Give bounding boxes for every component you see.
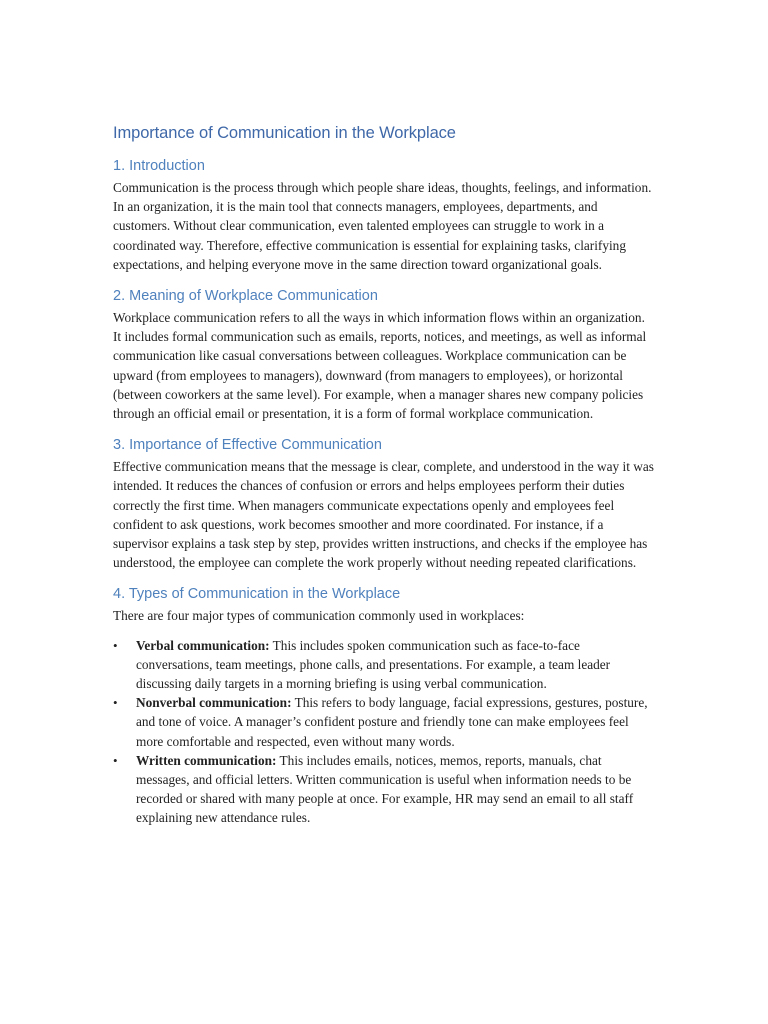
- list-item-text: This includes spoken communication such as face-to-face conversations, team meetings, phone calls, and presentations. For example, a team leader discussing daily targets in a morning briefing is using verbal communication.: [136, 637, 611, 692]
- types-list: [113, 636, 656, 828]
- bullet-icon: •: [113, 637, 118, 653]
- bullet-icon: •: [113, 752, 118, 768]
- section-heading: 3. Importance of Effective Communication: [113, 437, 382, 454]
- section-heading: 2. Meaning of Workplace Communication: [113, 288, 378, 305]
- section-paragraph: There are four major types of communication commonly used in workplaces:: [113, 608, 525, 624]
- section-paragraph: Communication is the process through which people share ideas, thoughts, feelings, and information. In an organization, it is the main tool that connects managers, employees, departments, and customers. Without clear communication, even talented employees can struggle to work in a coordinated way. Therefore, effective communication is essential for explaining tasks, clarifying expectations, and helping everyone move in the same direction toward organizational goals.: [113, 180, 652, 272]
- list-item: [113, 693, 656, 751]
- section-heading: 4. Types of Communication in the Workplace: [113, 586, 401, 603]
- section-types: [113, 586, 656, 827]
- section-importance: [113, 437, 656, 572]
- list-item-term: Nonverbal communication:: [136, 695, 292, 711]
- section-paragraph: Effective communication means that the message is clear, complete, and understood in the way it was intended. It reduces the chances of confusion or errors and helps employees perform their duties correctly the first time. When managers communicate expectations openly and employees feel confident to ask questions, work becomes smoother and more coordinated. For instance, if a supervisor explains a task step by step, provides written instructions, and checks if the employee has understood, the employee can complete the work properly without needing repeated clarifications.: [113, 459, 654, 571]
- page-title: Importance of Communication in the Workplace: [113, 124, 456, 142]
- list-item-text: This includes emails, notices, memos, reports, manuals, chat messages, and official letters. Written communication is useful when information needs to be recorded or shared with many people at once. For example, HR may send an email to all staff explaining new attendance rules.: [136, 752, 634, 826]
- section-introduction: [113, 158, 656, 274]
- section-heading: 1. Introduction: [113, 158, 205, 174]
- list-item: [113, 751, 656, 828]
- section-meaning: [113, 288, 656, 423]
- list-item: [113, 636, 656, 694]
- bullet-icon: •: [113, 695, 118, 711]
- section-paragraph: Workplace communication refers to all the ways in which information flows within an organization. It includes formal communication such as emails, reports, notices, and meetings, as well as informal communication like casual conversations between colleagues. Workplace communication can be upward (from employees to managers), downward (from managers to employees), or horizontal (between coworkers at the same level). For example, when a manager shares new company policies through an official email or presentation, it is a form of formal workplace communication.: [113, 310, 647, 422]
- list-item-term: Verbal communication:: [136, 637, 270, 653]
- list-item-text: This refers to body language, facial expressions, gestures, posture, and tone of voice. A manager’s confident posture and friendly tone can make employees feel more comfortable and respected, even without many words.: [136, 695, 648, 749]
- list-item-term: Written communication:: [136, 752, 277, 768]
